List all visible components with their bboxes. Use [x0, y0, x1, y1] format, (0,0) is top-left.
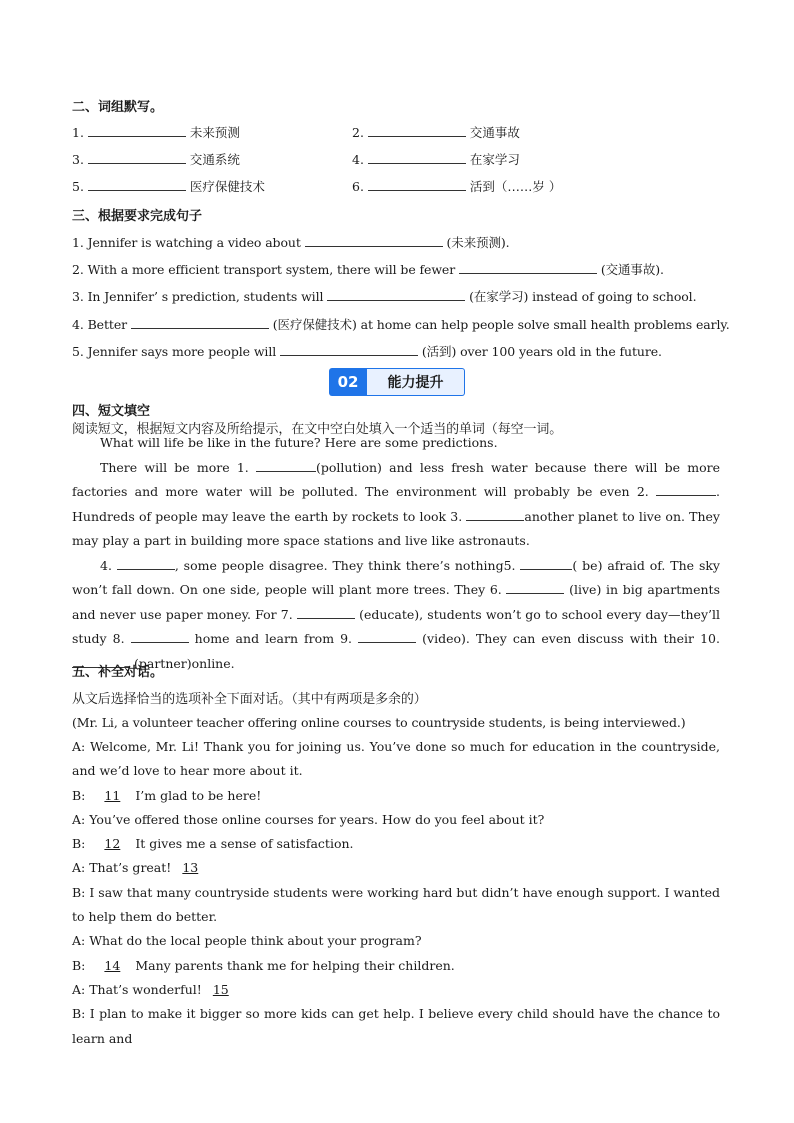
- sentence-5: 5. Jennifer says more people will (活到) over 100 years old in the future.: [72, 344, 662, 359]
- sentence-1: 1. Jennifer is watching a video about (未来预测).: [72, 235, 510, 250]
- dialogue-line: B: 11 I’m glad to be here!: [72, 784, 720, 808]
- answer-blank[interactable]: [131, 316, 269, 329]
- phrase-item-3: 3. 交通系统: [72, 152, 240, 167]
- section-2-title: 二、词组默写。: [72, 100, 164, 115]
- answer-blank[interactable]: [117, 557, 175, 570]
- dialogue-blank-12[interactable]: 12: [104, 836, 121, 852]
- dialogue-line: B: I saw that many countryside students were working hard but didn’t have enough support. I wanted to help them do better.: [72, 884, 720, 925]
- answer-blank[interactable]: [368, 151, 466, 164]
- dialogue-line: B: 12 It gives me a sense of satisfaction.: [72, 832, 720, 856]
- answer-blank[interactable]: [88, 124, 186, 137]
- sentence-3: 3. In Jennifer’ s prediction, students will (在家学习) instead of going to school.: [72, 289, 697, 304]
- dialogue-line: A: Welcome, Mr. Li! Thank you for joining us. You’ve done so much for education in the countryside, and we’d love to hear more about it.: [72, 739, 720, 779]
- answer-blank[interactable]: [506, 581, 564, 594]
- answer-blank[interactable]: [256, 459, 316, 472]
- answer-blank[interactable]: [368, 124, 466, 137]
- dialogue-line: B: I plan to make it bigger so more kids can get help. I believe every child should have the chance to learn and: [72, 1006, 720, 1046]
- section-5-title: 五、补全对话。: [72, 665, 164, 680]
- answer-blank[interactable]: [131, 630, 189, 643]
- dialogue-context: (Mr. Li, a volunteer teacher offering online courses to countryside students, is being interviewed.): [72, 715, 686, 730]
- section-4-title: 四、短文填空: [72, 404, 151, 419]
- answer-blank[interactable]: [327, 288, 465, 301]
- answer-blank[interactable]: [88, 151, 186, 164]
- dialogue-line: A: What do the local people think about your program?: [72, 933, 422, 949]
- answer-blank[interactable]: [520, 557, 572, 570]
- badge-number: 02: [329, 368, 367, 396]
- dialogue-line: B: 14 Many parents thank me for helping their children.: [72, 954, 720, 978]
- answer-blank[interactable]: [88, 178, 186, 191]
- answer-blank[interactable]: [459, 261, 597, 274]
- dialogue-blank-15[interactable]: 15: [212, 981, 229, 997]
- section-5-instruction: 从文后选择恰当的选项补全下面对话。（其中有两项是多余的）: [72, 692, 427, 707]
- passage-paragraph-2: There will be more 1. (pollution) and less fresh water because there will be more factories and more water will be polluted. The environment will probably be even 2. . Hundreds of people may leave the earth by rockets to look 3. another planet to live on. They may play a part in building more space stations and live like astronauts.: [72, 459, 720, 548]
- section-badge: [329, 368, 465, 396]
- dialogue-line: A: That’s great! 13: [72, 856, 720, 880]
- passage-paragraph-1: What will life be like in the future? Here are some predictions.: [100, 435, 498, 450]
- phrase-item-6: 6. 活到（……岁 ）: [352, 179, 562, 194]
- dialogue-blank-14[interactable]: 14: [104, 957, 121, 973]
- dialogue-line: A: You’ve offered those online courses for years. How do you feel about it?: [72, 811, 545, 827]
- dialogue-blank-13[interactable]: 13: [182, 860, 199, 876]
- dialogue-line: A: That’s wonderful! 15: [72, 978, 720, 1002]
- answer-blank[interactable]: [368, 178, 466, 191]
- phrase-item-4: 4. 在家学习: [352, 152, 520, 167]
- answer-blank[interactable]: [358, 630, 416, 643]
- section-4-instruction: 阅读短文，根据短文内容及所给提示，在文中空白处填入一个适当的单词（每空一词。: [72, 422, 563, 437]
- answer-blank[interactable]: [466, 508, 524, 521]
- section-3-title: 三、根据要求完成句子: [72, 209, 203, 224]
- badge-title: 能力提升: [367, 368, 465, 396]
- sentence-4: 4. Better (医疗保健技术) at home can help people solve small health problems early.: [72, 317, 730, 332]
- sentence-2: 2. With a more efficient transport system, there will be fewer (交通事故).: [72, 262, 664, 277]
- passage: [72, 431, 720, 676]
- dialogue: [72, 735, 720, 1051]
- phrase-item-2: 2. 交通事故: [352, 125, 520, 140]
- answer-blank[interactable]: [297, 606, 355, 619]
- phrase-item-5: 5. 医疗保健技术: [72, 179, 265, 194]
- answer-blank[interactable]: [305, 234, 443, 247]
- passage-paragraph-3: 4. , some people disagree. They think there’s nothing5. ( be) afraid of. The sky won’t fall down. On one side, people will plant more trees. They 6. (live) in big apartments and never use paper money. For 7. (educate), students won’t go to school every day—they’ll study 8. home and learn from 9. (video). They can even discuss with their 10. (partner)online.: [72, 557, 720, 671]
- phrase-item-1: 1. 未来预测: [72, 125, 240, 140]
- answer-blank[interactable]: [656, 483, 716, 496]
- answer-blank[interactable]: [280, 343, 418, 356]
- dialogue-blank-11[interactable]: 11: [104, 787, 121, 803]
